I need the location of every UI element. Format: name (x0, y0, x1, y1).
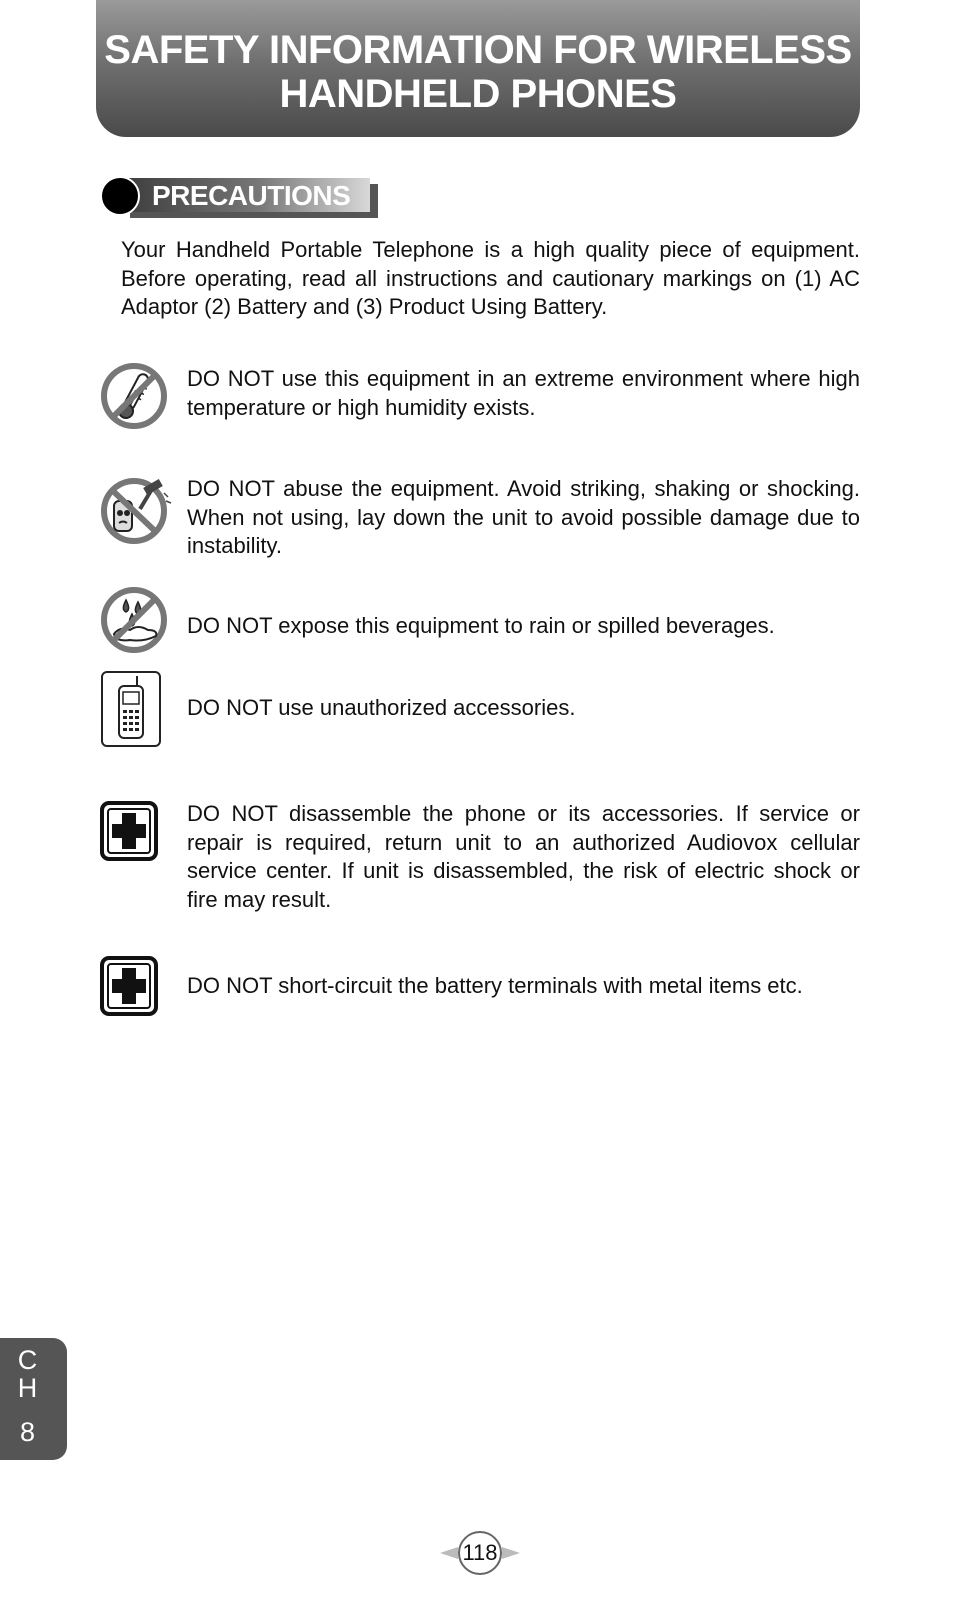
page-header-banner (96, 0, 860, 137)
medical-cross-icon (100, 801, 160, 868)
section-heading-precautions (100, 176, 378, 218)
chapter-tab (0, 1338, 67, 1460)
precaution-text: DO NOT disassemble the phone or its accessories. If service or repair is required, return unit to an authorized Audiovox cellular service center. If unit is disassembled, the risk of electric shock or fire may result. (187, 801, 860, 912)
section-heading-label: PRECAUTIONS (152, 180, 351, 211)
precaution-text: DO NOT use this equipment in an extreme environment where high temperature or high humidity exists. (187, 366, 860, 420)
section-bullet-icon (100, 176, 140, 216)
thermometer-prohibited-icon (100, 362, 168, 435)
precaution-text: DO NOT short-circuit the battery terminals with metal items etc. (187, 973, 803, 998)
precaution-item (100, 586, 860, 656)
precaution-item (100, 955, 860, 1025)
hammer-phone-prohibited-icon (100, 473, 176, 550)
medical-cross-icon (100, 956, 160, 1023)
precaution-item (100, 800, 860, 920)
precaution-text: DO NOT abuse the equipment. Avoid striking, shaking or shocking. When not using, lay down the unit to avoid possible damage due to instability. (187, 476, 860, 558)
page-title-line-1: SAFETY INFORMATION FOR WIRELESS (104, 27, 852, 72)
chapter-tab-number: 8 (19, 1417, 36, 1447)
page-title-line-2: HANDHELD PHONES (279, 71, 677, 116)
chapter-tab-letter: H (17, 1373, 38, 1403)
phone-icon (100, 670, 164, 755)
precaution-text: DO NOT expose this equipment to rain or spilled beverages. (187, 613, 775, 638)
precaution-text: DO NOT use unauthorized accessories. (187, 695, 576, 720)
precaution-item (100, 473, 860, 558)
page-number (440, 1530, 520, 1576)
page-number-text: 118 (462, 1540, 498, 1565)
precaution-item (100, 362, 860, 432)
precaution-item (100, 670, 860, 750)
intro-paragraph: Your Handheld Portable Telephone is a high quality piece of equipment. Before operating, read all instructions and cautionary markings on (1) AC Adaptor (2) Battery and (3) Product Using Battery. (121, 237, 860, 319)
chapter-tab-letters (0, 1346, 55, 1402)
water-drops-prohibited-icon (100, 586, 170, 661)
chapter-tab-letter: C (17, 1345, 38, 1375)
